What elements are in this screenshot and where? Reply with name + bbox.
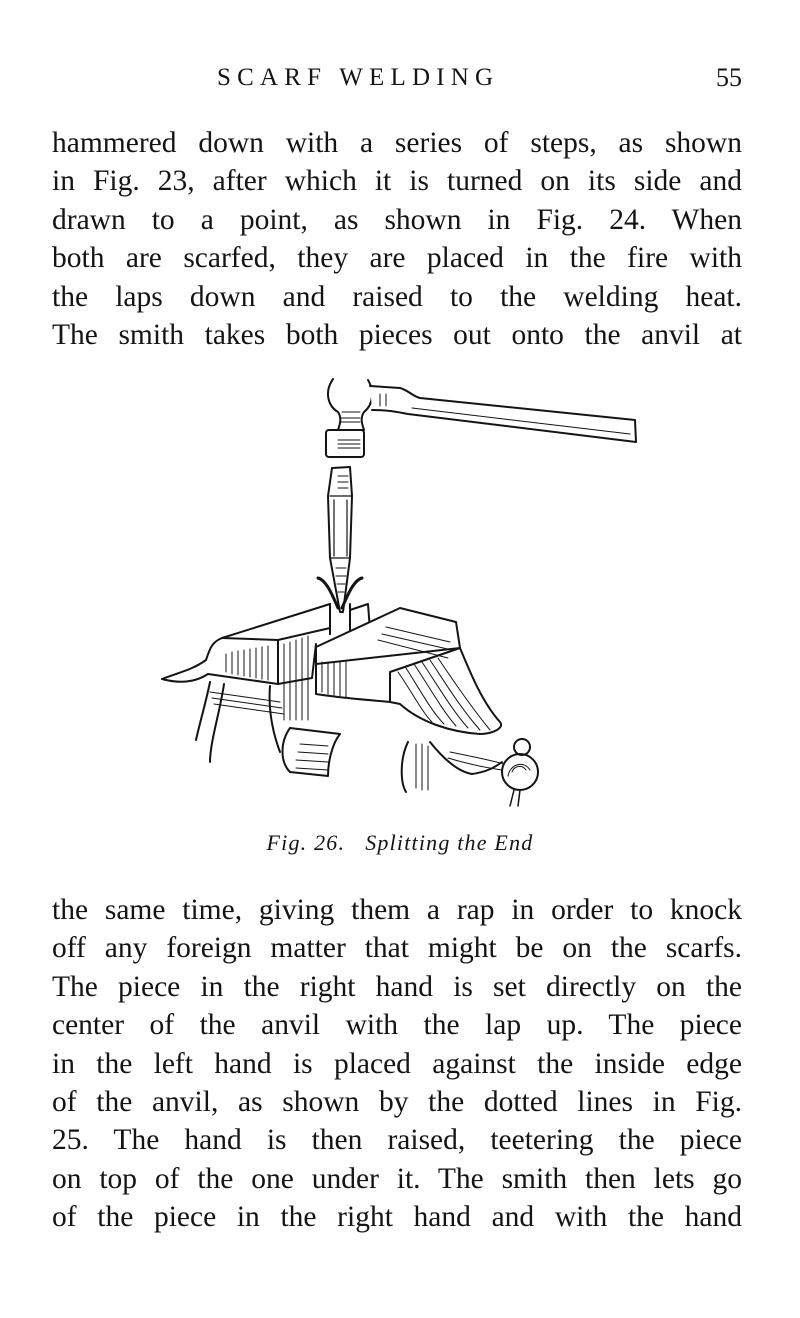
text-line: center of the anvil with the lap up. The piece [52,1009,742,1042]
text-line: on top of the one under it. The smith then lets go [52,1162,742,1195]
paragraph-1 [52,124,742,354]
text-line: of the anvil, as shown by the dotted lines in Fig. [52,1085,742,1118]
chisel-icon [328,467,352,612]
figure-label: Fig. 26. [266,830,346,855]
running-title: SCARF WELDING [217,64,500,91]
figure-title: Splitting the End [365,830,534,855]
hammer-icon [326,379,636,457]
text-line: hammered down with a series of steps, as shown [52,127,742,159]
paragraph-2 [52,891,742,1237]
text-line: both are scarfed, they are placed in the fire with [52,242,742,275]
text-line: 25. The hand is then raised, teetering the piece [52,1124,742,1157]
figure-illustration [150,372,650,822]
text-line: off any foreign matter that might be on the scarfs. [52,932,742,965]
text-line: The smith takes both pieces out onto the anvil at [52,318,742,351]
text-line: in the left hand is placed against the inside edge [52,1047,742,1080]
running-header [52,58,742,98]
text-line: the laps down and raised to the welding heat. [52,280,742,313]
anvil-hammer-chisel-illustration [150,372,650,822]
anvil-icon [162,604,538,806]
text-line: of the piece in the right hand and with the hand [52,1201,742,1234]
page-number: 55 [716,63,742,92]
text-line: in Fig. 23, after which it is turned on its side and [52,165,742,198]
figure-caption [0,830,800,856]
text-line: drawn to a point, as shown in Fig. 24. When [52,203,742,236]
text-line: the same time, giving them a rap in order to knock [52,894,742,926]
text-line: The piece in the right hand is set directly on the [52,970,742,1003]
